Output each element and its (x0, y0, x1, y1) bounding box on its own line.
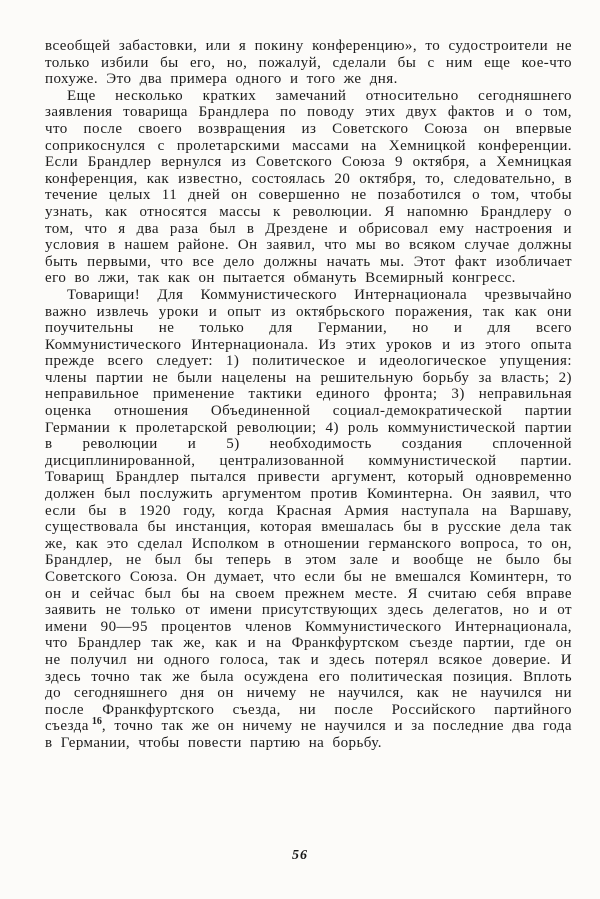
paragraph-text-after-footnote: , точно так же он ничему не научился и за последние два года в Германии, чтобы повести партию на борьбу. (45, 718, 572, 751)
paragraph-comintern-lessons (45, 287, 572, 752)
footnote-ref-16: 16 (91, 716, 102, 728)
paragraph-text-before-footnote: Товарищи! Для Коммунистического Интернационала чрезвычайно важно извлечь уроки и опыт из октябрьского поражения, так как они поучительны не только для Германии, но и для всего Коммунистического Интернационала. Из этих уроков и из этого опыта прежде всего следует: 1) политическое и идеологическое упущения: члены партии не были нацелены на решительную борьбу за власть; 2) неправильное применение тактики единого фронта; 3) неправильная оценка отношения Объединенной социал-демократической партии Германии к пролетарской революции; 4) роль коммунистической партии в революции и 5) необходимость создания сплоченной дисциплинированной, централизованной коммунистической партии. Товарищ Брандлер пытался привести аргумент, который одновременно должен был послужить аргументом против Коминтерна. Он заявил, что если бы в 1920 году, когда Красная Армия наступала на Варшаву, существовала бы инстанция, которая вмешалась бы в русские дела так же, как это сделал Исполком в отношении германского вопроса, то он, Брандлер, не был бы теперь в этом зале и вообще не было бы Советского Союза. Он думает, что если бы не вмешался Коминтерн, то он и сейчас был бы на своем прежнем месте. Я считаю себя вправе заявить не только от имени присутствующих здесь делегатов, но и от имени 90—95 процентов членов Коммунистического Интернационала, что Брандлер так же, как и на Франкфуртском съезде партии, где он не получил ни одного голоса, так и здесь потерял всякое доверие. И здесь точно так же была осуждена его политическая позиция. Вплоть до сегодняшнего дня он ничему не научился, как не научился ни после Франкфуртского съезда, ни после Российского партийного съезда (45, 286, 572, 735)
page-number: 56 (292, 848, 308, 863)
text-block (45, 38, 572, 752)
paragraph-continuation: всеобщей забастовки, или я покину конференцию», то судостроители не только избили бы его, но, пожалуй, сделали бы с ним еще кое-что похуже. Это два примера одного и того же дня. (45, 38, 572, 88)
paragraph-brandler-remarks: Еще несколько кратких замечаний относительно сегодняшнего заявления товарища Брандлера по поводу этих двух фактов и о том, что после своего возвращения из Советского Союза он впервые соприкоснулся с пролетарскими массами на Хемницкой конференции. Если Брандлер вернулся из Советского Союза 9 октября, а Хемницкая конференция, как известно, состоялась 20 октября, то, следовательно, в течение целых 11 дней он совершенно не позаботился о том, чтобы узнать, как относятся массы к революции. Я напомню Брандлеру о том, что я два раза был в Дрездене и обрисовал ему настроения и условия в нашем районе. Он заявил, что мы во всяком случае должны быть первыми, что все дело должны начать мы. Этот факт изобличает его во лжи, так как он пытается обмануть Всемирный конгресс. (45, 87, 572, 287)
